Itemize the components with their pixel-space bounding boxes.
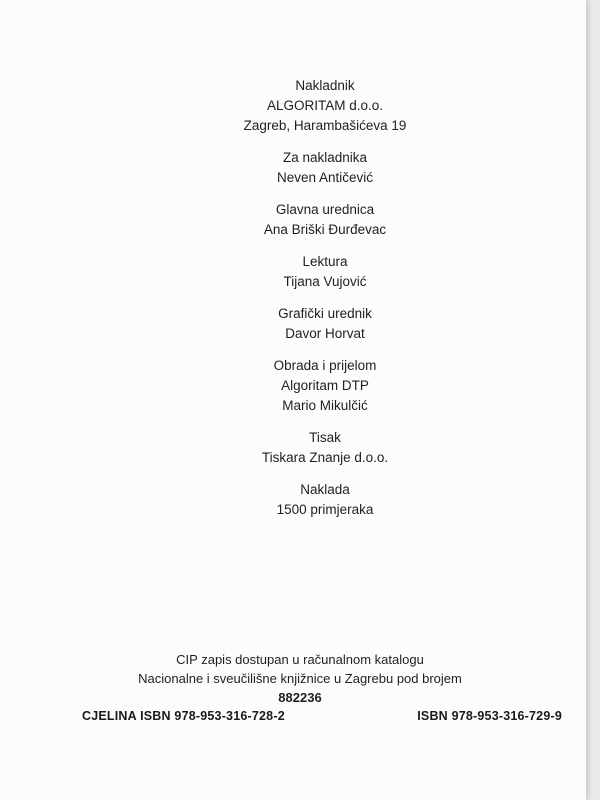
publisher-name: ALGORITAM d.o.o. — [266, 98, 384, 113]
proofreading-block — [170, 252, 480, 292]
publisher-block — [170, 76, 480, 136]
proofreading-name: Tijana Vujović — [283, 274, 367, 289]
for-publisher-name: Neven Antičević — [276, 170, 374, 185]
isbn-set: CJELINA ISBN 978-953-316-728-2 — [82, 709, 285, 723]
publisher-heading: Nakladnik — [295, 78, 355, 93]
proofreading-heading: Lektura — [302, 254, 348, 269]
for-publisher-heading: Za nakladnika — [282, 150, 368, 165]
edition-block — [170, 480, 480, 520]
cip-line-2: Nacionalne i sveučilišne knjižnice u Zagrebu pod brojem — [138, 671, 462, 686]
cip-record — [80, 650, 520, 707]
layout-name: Mario Mikulčić — [282, 398, 368, 413]
editor-heading: Glavna urednica — [275, 202, 375, 217]
graphic-editor-block — [170, 304, 480, 344]
print-block — [170, 428, 480, 468]
layout-block — [170, 356, 480, 416]
print-heading: Tisak — [309, 430, 341, 445]
layout-company: Algoritam DTP — [281, 378, 369, 393]
cip-line-1: CIP zapis dostupan u računalnom katalogu — [176, 652, 424, 667]
cip-number: 882236 — [278, 690, 322, 705]
edition-count: 1500 primjeraka — [276, 502, 374, 517]
publisher-address: Zagreb, Harambašićeva 19 — [243, 118, 407, 133]
for-publisher-block — [170, 148, 480, 188]
edition-heading: Naklada — [300, 482, 350, 497]
isbn-row — [82, 709, 562, 729]
graphic-editor-heading: Grafički urednik — [278, 306, 372, 321]
layout-heading: Obrada i prijelom — [273, 358, 377, 373]
isbn-volume: ISBN 978-953-316-729-9 — [417, 709, 562, 723]
editor-name: Ana Briški Đurđevac — [263, 222, 387, 237]
graphic-editor-name: Davor Horvat — [285, 326, 365, 341]
editor-block — [170, 200, 480, 240]
print-name: Tiskara Znanje d.o.o. — [261, 450, 389, 465]
colophon — [170, 76, 480, 532]
